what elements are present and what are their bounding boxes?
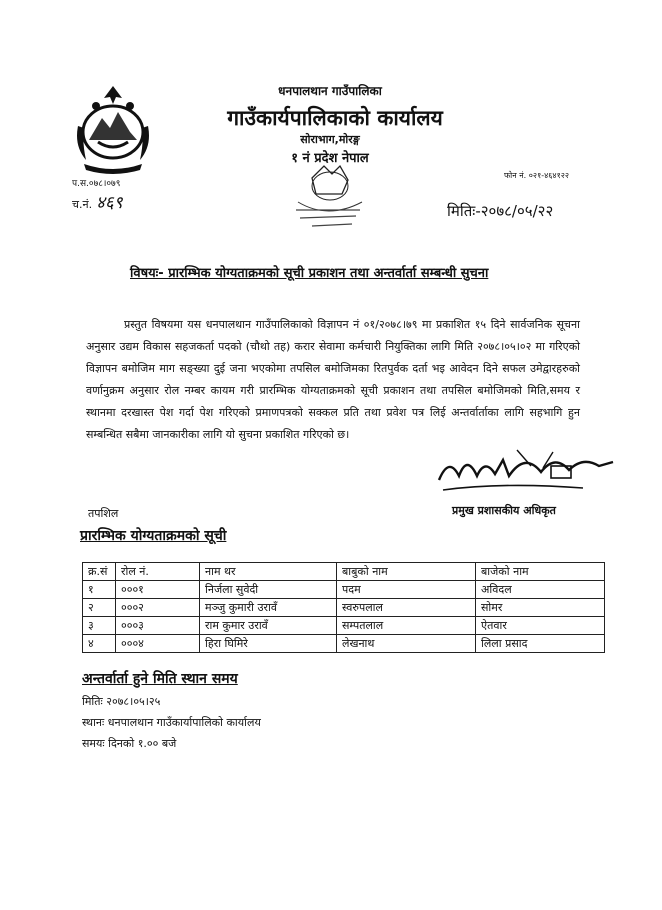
header-father: बाबुको नाम — [337, 563, 476, 581]
cell-serial: २ — [83, 599, 116, 617]
table-row — [83, 617, 605, 635]
chalani-number — [72, 190, 123, 213]
interview-place: स्थानः धनपालथान गाउँकार्यापालिको कार्यालय — [82, 716, 261, 729]
cell-grandfather: लिला प्रसाद — [476, 635, 605, 653]
nepal-emblem-logo — [72, 82, 154, 174]
cell-serial: ३ — [83, 617, 116, 635]
header-serial: क्र.सं — [83, 563, 116, 581]
cell-grandfather: अविदल — [476, 581, 605, 599]
signature-mark — [433, 446, 619, 496]
interview-date: मितिः २०७८।०५।२५ — [82, 695, 161, 708]
cn-value: ४६९ — [96, 193, 123, 213]
header-grandfather: बाजेको नाम — [476, 563, 605, 581]
municipality-name: धनपालथान गाउँपालिका — [278, 84, 382, 98]
table-row — [83, 581, 605, 599]
phone-number: फोन नं. ०२१-४६४१२२ — [504, 171, 570, 180]
table-header-row — [83, 563, 605, 581]
ps-number: प.स.०७८।०७९ — [72, 179, 121, 189]
table-row — [83, 599, 605, 617]
interview-time: समयः दिनको १.०० बजे — [82, 737, 177, 750]
cell-grandfather: सोमर — [476, 599, 605, 617]
official-seal — [282, 160, 374, 240]
cell-father: लेखनाथ — [337, 635, 476, 653]
cell-name: राम कुमार उरावँ — [200, 617, 337, 635]
interview-title: अन्तर्वार्ता हुने मिति स्थान समय — [82, 671, 238, 687]
header-roll: रोल नं. — [116, 563, 200, 581]
cell-serial: ४ — [83, 635, 116, 653]
cn-label: च.नं. — [72, 198, 93, 211]
cell-father: सम्पतलाल — [337, 617, 476, 635]
subject-line: विषयः- प्रारम्भिक योग्यताक्रमको सूची प्रकाशन तथा अन्तर्वार्ता सम्बन्धी सुचना — [130, 266, 489, 281]
candidate-table — [82, 562, 605, 653]
cell-name: निर्जला सुवेदी — [200, 581, 337, 599]
office-title: गाउँकार्यपालिकाको कार्यालय — [227, 106, 443, 130]
cell-roll: ०००२ — [116, 599, 200, 617]
office-province: १ नं प्रदेश नेपाल — [291, 151, 369, 166]
cell-father: स्वरुपलाल — [337, 599, 476, 617]
cell-roll: ०००३ — [116, 617, 200, 635]
cell-roll: ०००४ — [116, 635, 200, 653]
merit-list-title: प्रारम्भिक योग्यताक्रमको सूची — [80, 528, 227, 544]
cell-name: मञ्जु कुमारी उरावँ — [200, 599, 337, 617]
notice-body: प्रस्तुत विषयमा यस धनपालथान गाउँपालिकाको विज्ञापन नं ०१/२०७८।७९ मा प्रकाशित १५ दिने सार्वजनिक सूचना अनुसार उद्यम विकास सहजकर्ता पदको (चौथो तह) करार सेवामा कर्मचारी नियुक्तिका लागि मिति २०७८।०५।०२ मा गरिएको विज्ञापन बमोजिम माग सङ्ख्या दुई जना भएकोमा तपसिल बमोजिमका रितपुर्वक दर्ता भइ आवेदन दिने सफल उमेद्वारहरुको वर्णानुक्रम अनुसार रोल नम्बर कायम गरी प्रारम्भिक योग्यताक्रमको सूची प्रकाशन तथा तपसिल बमोजिमको मिति,समय र स्थानमा दरखास्त पेश गर्दा पेश गरिएको प्रमाणपत्रको सक्कल प्रति तथा प्रवेश पत्र लिई अन्तर्वार्ताका लागि सहभागि हुन सम्बन्धित सबैमा जानकारीका लागि यो सुचना प्रकाशित गरिएको छ। — [86, 318, 580, 441]
table-row — [83, 635, 605, 653]
office-address: सोराभाग,मोरङ्ग — [300, 133, 360, 146]
issue-date: मितिः-२०७८/०५/२२ — [447, 202, 554, 220]
cell-grandfather: ऐतवार — [476, 617, 605, 635]
signatory-title: प्रमुख प्रशासकीय अधिकृत — [452, 504, 556, 517]
details-label: तपशिल — [88, 507, 119, 520]
header-name: नाम थर — [200, 563, 337, 581]
cell-serial: १ — [83, 581, 116, 599]
cell-name: हिरा घिमिरे — [200, 635, 337, 653]
cell-father: पदम — [337, 581, 476, 599]
cell-roll: ०००१ — [116, 581, 200, 599]
